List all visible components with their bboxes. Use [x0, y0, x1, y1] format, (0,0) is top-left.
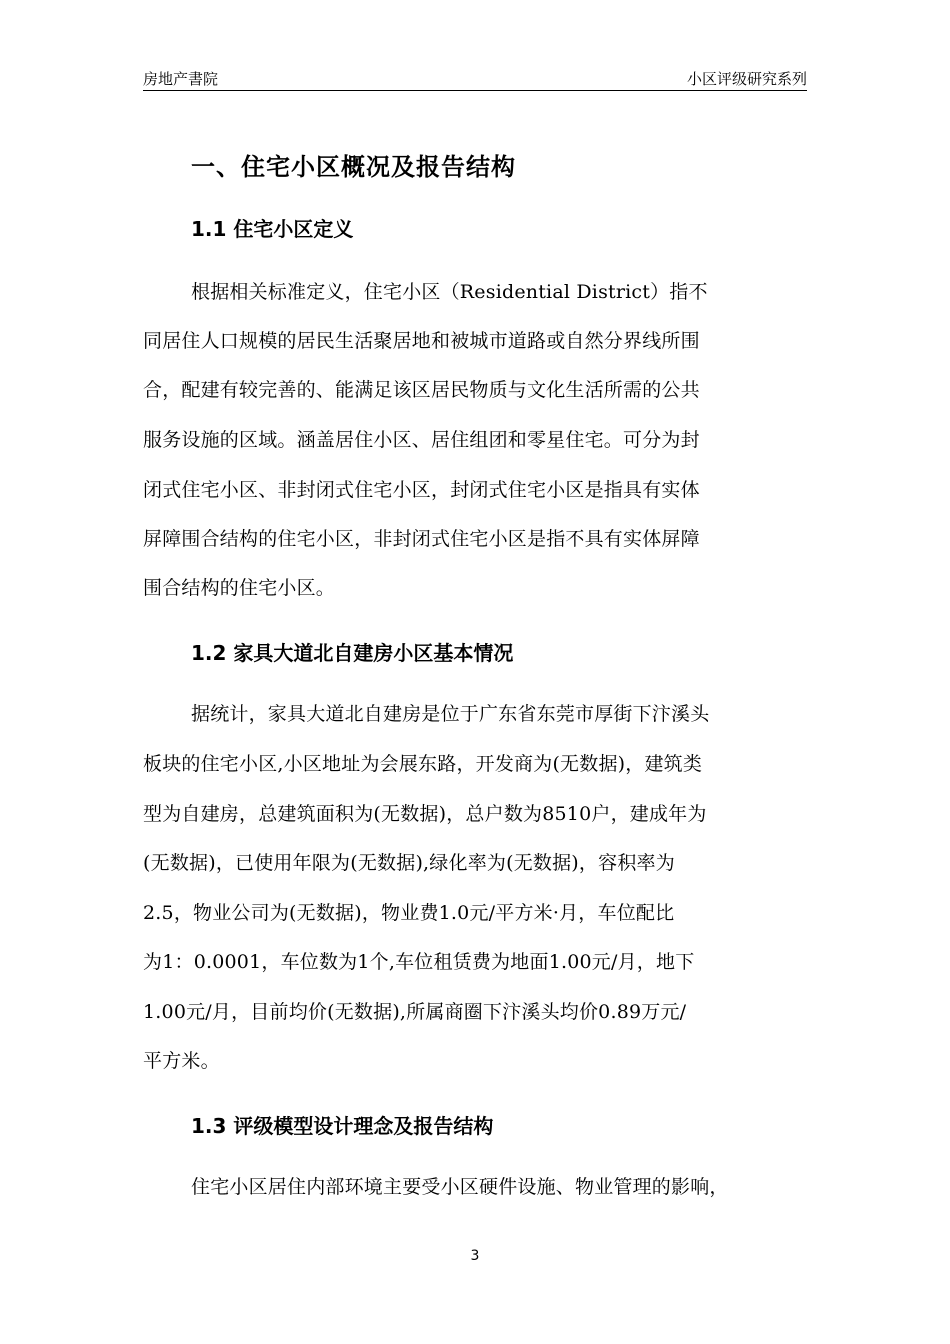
header-right-title: 小区评级研究系列: [686, 70, 807, 88]
paragraph-line: 为1：0.0001，车位数为1个,车位租赁费为地面1.00元/月，地下: [143, 951, 695, 973]
paragraph-line: 据统计，家具大道北自建房是位于广东省东莞市厚街下汴溪头: [191, 703, 710, 725]
paragraph-line: 板块的住宅小区,小区地址为会展东路，开发商为(无数据)，建筑类: [143, 753, 703, 775]
paragraph-line: 闭式住宅小区、非封闭式住宅小区，封闭式住宅小区是指具有实体: [143, 479, 700, 501]
paragraph-line: 服务设施的区域。涵盖居住小区、居住组团和零星住宅。可分为封: [143, 429, 700, 451]
paragraph-line: 平方米。: [143, 1050, 220, 1072]
paragraph-line: 根据相关标准定义，住宅小区（Residential District）指不: [191, 281, 708, 303]
heading-1-3: 1.3 评级模型设计理念及报告结构: [191, 1114, 494, 1138]
section-title: 一、住宅小区概况及报告结构: [191, 153, 516, 181]
heading-1-2: 1.2 家具大道北自建房小区基本情况: [191, 641, 514, 665]
paragraph-line: 1.00元/月，目前均价(无数据),所属商圈下汴溪头均价0.89万元/: [143, 1001, 687, 1023]
paragraph-line: 2.5，物业公司为(无数据)，物业费1.0元/平方米·月，车位配比: [143, 902, 675, 924]
header-divider: [143, 90, 807, 91]
page-number: 3: [470, 1248, 480, 1264]
paragraph-line: 合，配建有较完善的、能满足该区居民物质与文化生活所需的公共: [143, 379, 700, 401]
paragraph-line: 住宅小区居住内部环境主要受小区硬件设施、物业管理的影响，: [191, 1176, 729, 1198]
header-left-title: 房地产書院: [143, 70, 219, 88]
paragraph-line: 屏障围合结构的住宅小区，非封闭式住宅小区是指不具有实体屏障: [143, 528, 700, 550]
paragraph-line: (无数据)，已使用年限为(无数据),绿化率为(无数据)，容积率为: [143, 852, 675, 874]
paragraph-line: 型为自建房，总建筑面积为(无数据)，总户数为8510户，建成年为: [143, 803, 707, 825]
paragraph-line: 同居住人口规模的居民生活聚居地和被城市道路或自然分界线所围: [143, 330, 700, 352]
paragraph-line: 围合结构的住宅小区。: [143, 577, 336, 599]
heading-1-1: 1.1 住宅小区定义: [191, 217, 354, 241]
